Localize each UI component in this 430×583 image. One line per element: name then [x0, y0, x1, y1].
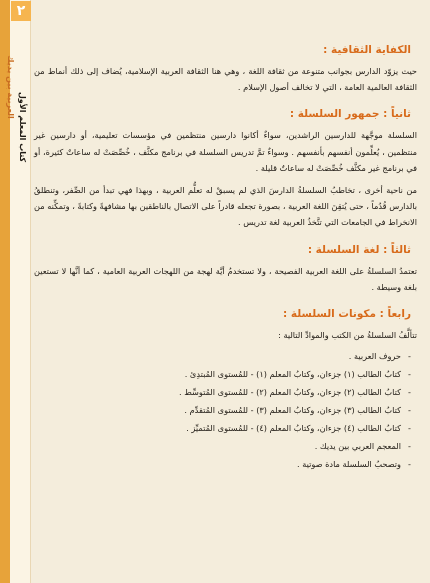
- paragraph: السلسلة موجَّهة للدارسين الراشدين، سواءٌ أكانوا دارسين منتظمين في مؤسسات تعليمية، أو دارسين غير منتظمين ، يُعلِّمون أنفسهم بأنفسهم . وسواءٌ تمَّ تدريس السلسلة في برنامج مكثَّف ، خُصِّصَتْ له ساعاتٌ كثيرة، أو في برنامج غير مكثَّف خُصِّصَتْ له ساعاتٌ قليلة .: [34, 130, 417, 173]
- paragraph: تعتمدُ السلسلةُ على اللغة العربية الفصيحة ، ولا تستخدمُ أيَّة لهجة من اللهجات العربية العامية ، كما أنَّها لا تستعين بلغة وسيطة .: [34, 265, 417, 292]
- section-language: [34, 242, 417, 295]
- components-intro: تتألَّفُ السلسلةُ من الكتب والموادِّ التالية :: [278, 330, 417, 341]
- paragraph: حيث يزوّد الدارس بجوانب متنوعة من ثقافة اللغة ، وهي هنا الثقافة العربية الإسلامية، يُضاف إلى ذلك أنماط من الثقافة العالمية العامة ، التي لا تخالف أصول الإسلام .: [34, 66, 417, 93]
- components-list: [34, 347, 417, 473]
- list-item: - كتابُ الطالب (٣) جزءان، وكتابُ المعلم (٣) - للمُستوى المُتقدِّم .: [34, 401, 401, 419]
- section-heading: الكفاية الثقافية :: [323, 44, 411, 56]
- list-item: - المعجم العربي بين يديك .: [34, 437, 401, 455]
- list-item: - حروف العربية .: [34, 347, 401, 365]
- book-title-label: كتاب المعلم الأول: [18, 91, 27, 163]
- section-heading: ثالثاً : لغة السلسلة :: [307, 243, 411, 256]
- side-tab: [6, 0, 31, 583]
- paragraph: من ناحية أخرى ، تخاطبُ السلسلةُ الدارسَ الذي لم يسبقْ له تعلُّم العربية ، وبهذا فهي تبدأ من الصِّفر، وتنطلقُ بالدارس قُدُماً ، حتى يُتقِنَ اللغة العربية ، بصورة تجعله قادراً على الاتصال بالناطقين بها مشافهةً وكتابةً ، وتمكِّنه من الانخراط في الجامعات التي تتَّخذُ العربية لغة تدريس .: [34, 185, 417, 228]
- section-heading: ثانياً : جمهور السلسلة :: [289, 108, 411, 121]
- list-item: - كتابُ الطالب (٢) جزءان، وكتابُ المعلم (٢) - للمُستوى المُتوسِّط .: [34, 383, 401, 401]
- section-audience: [34, 106, 417, 230]
- series-title-label: العربية بين يديك: [6, 55, 15, 119]
- list-item: - وتصحبُ السلسلة مادة صوتية .: [34, 455, 401, 473]
- section-cultural-competence: [34, 42, 417, 95]
- list-item: - كتابُ الطالب (٤) جزءان، وكتابُ المعلم (٤) - للمُستوى المُتميِّز .: [34, 419, 401, 437]
- page-number: ٢: [11, 1, 31, 21]
- main-content: [34, 42, 417, 484]
- section-components: [34, 306, 417, 473]
- list-item: - كتابُ الطالب (١) جزءان، وكتابُ المعلم (١) - للمُستوى المُبتدِئ .: [34, 365, 401, 383]
- section-heading: رابعاً : مكونات السلسلة :: [283, 308, 411, 321]
